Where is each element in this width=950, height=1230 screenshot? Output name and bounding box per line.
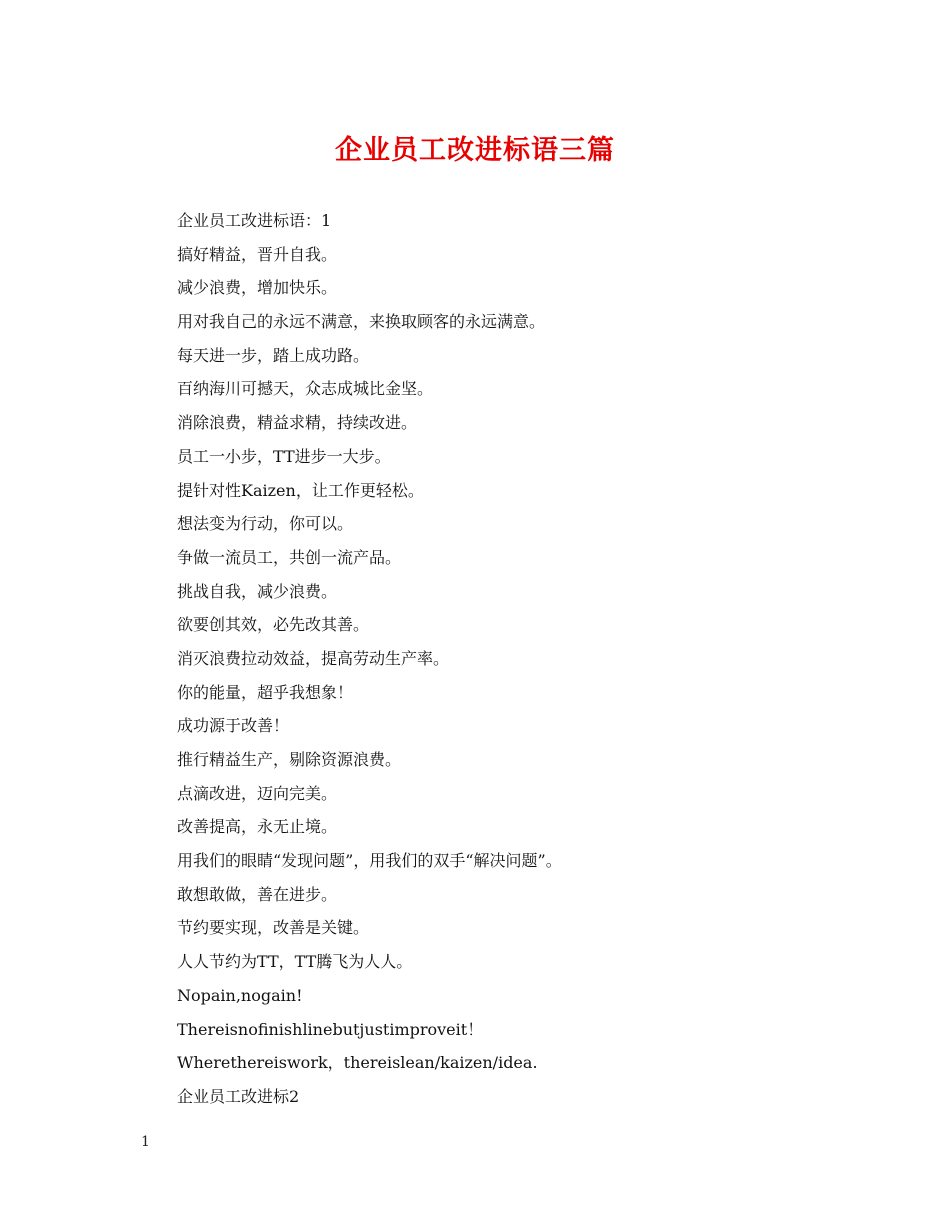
text-line: 人人节约为TT，TT腾飞为人人。 [177, 952, 413, 972]
text-line: 减少浪费，增加快乐。 [177, 278, 338, 298]
text-line: 成功源于改善！ [177, 716, 290, 736]
document-title: 企业员工改进标语三篇 [335, 135, 615, 166]
text-line: 挑战自我，减少浪费。 [177, 581, 338, 601]
text-line: 每天进一步，踏上成功路。 [177, 345, 370, 365]
text-line: 搞好精益，晋升自我。 [177, 244, 338, 264]
text-line: 节约要实现，改善是关键。 [177, 918, 370, 938]
text-line: 提针对性Kaizen，让工作更轻松。 [177, 480, 424, 500]
text-line: 欲要创其效，必先改其善。 [177, 615, 370, 635]
text-line: 想法变为行动，你可以。 [177, 514, 354, 534]
text-line: 用我们的眼睛“发现问题”，用我们的双手“解决问题”。 [177, 851, 562, 871]
text-line: Wherethereiswork，thereislean/kaizen/idea. [177, 1053, 538, 1073]
page-number: 1 [141, 1134, 150, 1150]
text-line: 改善提高，永无止境。 [177, 817, 338, 837]
text-line: 员工一小步，TT进步一大步。 [177, 446, 391, 466]
text-line: 企业员工改进标语：1 [177, 211, 332, 230]
text-line: 消除浪费，精益求精，持续改进。 [177, 413, 418, 433]
text-line: 百纳海川可撼天，众志成城比金坚。 [177, 379, 434, 399]
document-body [177, 204, 877, 1114]
text-line: Thereisnofinishlinebutjustimproveit！ [177, 1019, 484, 1039]
text-line: 敢想敢做，善在进步。 [177, 884, 338, 904]
text-line: 消灭浪费拉动效益，提高劳动生产率。 [177, 648, 450, 668]
text-line: 点滴改进，迈向完美。 [177, 783, 338, 803]
text-line: 企业员工改进标2 [177, 1086, 300, 1106]
text-line: 争做一流员工，共创一流产品。 [177, 547, 402, 567]
text-line: 你的能量，超乎我想象！ [177, 682, 354, 702]
text-line: Nopain,nogain! [177, 985, 303, 1005]
text-line: 用对我自己的永远不满意，来换取顾客的永远满意。 [177, 312, 546, 332]
text-line: 推行精益生产，剔除资源浪费。 [177, 750, 402, 769]
